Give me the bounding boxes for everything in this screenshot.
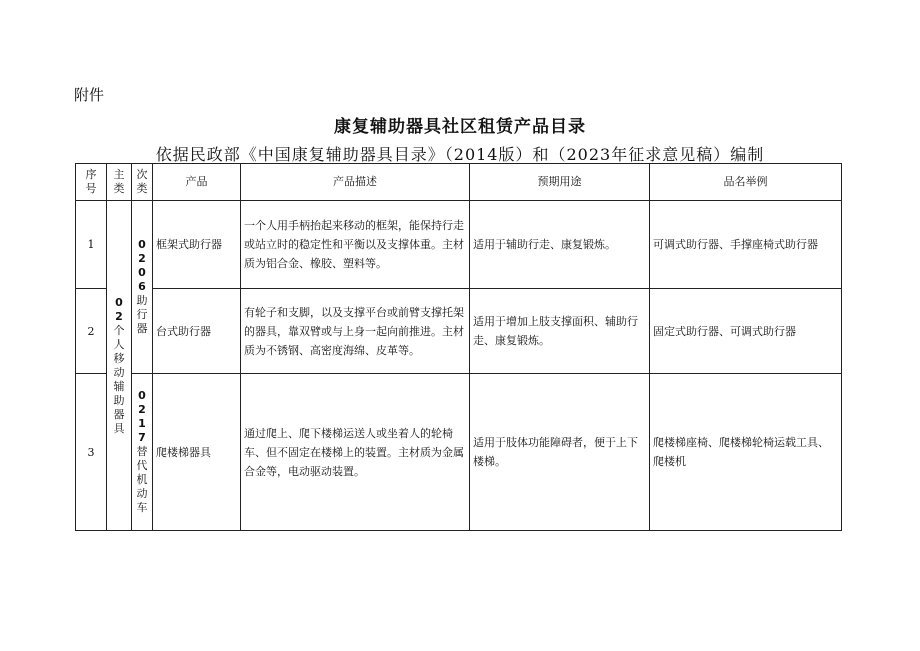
row-seq: 3 xyxy=(76,374,107,531)
header-product: 产品 xyxy=(153,164,241,201)
row-product: 框架式助行器 xyxy=(153,201,241,289)
row-description: 通过爬上、爬下楼梯运送人或坐着人的轮椅车、但不固定在楼梯上的装置。主材质为金属合金等，电动驱动装置。 xyxy=(241,374,470,531)
header-examples: 品名举例 xyxy=(650,164,842,201)
main-category-code: 02 xyxy=(115,295,123,323)
sub-category-code: 0217 xyxy=(138,389,146,444)
row-examples: 可调式助行器、手撑座椅式助行器 xyxy=(650,201,842,289)
row-usage: 适用于增加上肢支撑面积、辅助行走、康复锻炼。 xyxy=(470,289,650,374)
table-row xyxy=(76,374,842,531)
main-category-cell xyxy=(107,201,132,531)
row-description: 有轮子和支脚，以及支撑平台或前臂支撑托架的器具，靠双臂或与上身一起向前推进。主材质为不锈钢、高密度海绵、皮革等。 xyxy=(241,289,470,374)
table-header-row xyxy=(76,164,842,201)
row-usage: 适用于辅助行走、康复锻炼。 xyxy=(470,201,650,289)
header-sub-category: 次类 xyxy=(132,164,153,201)
row-usage: 适用于肢体功能障碍者，便于上下楼梯。 xyxy=(470,374,650,531)
row-description: 一个人用手柄抬起来移动的框架，能保持行走或站立时的稳定性和平衡以及支撑体重。主材质为铝合金、橡胶、塑料等。 xyxy=(241,201,470,289)
header-description: 产品描述 xyxy=(241,164,470,201)
main-category-name: 个人移动辅助器具 xyxy=(113,323,125,435)
row-product: 台式助行器 xyxy=(153,289,241,374)
sub-category-cell xyxy=(132,201,153,374)
sub-category-name: 替代机动车 xyxy=(136,445,148,514)
row-product: 爬楼梯器具 xyxy=(153,374,241,531)
row-seq: 2 xyxy=(76,289,107,374)
sub-category-name: 助行器 xyxy=(136,294,148,335)
header-usage: 预期用途 xyxy=(470,164,650,201)
attachment-label: 附件 xyxy=(74,86,105,104)
page-subtitle: 依据民政部《中国康复辅助器具目录》（2014版）和（2023年征求意见稿）编制 xyxy=(155,145,765,164)
header-seq: 序号 xyxy=(76,164,107,201)
table-row xyxy=(76,201,842,289)
row-seq: 1 xyxy=(76,201,107,289)
header-main-category: 主类 xyxy=(107,164,132,201)
table-row xyxy=(76,289,842,374)
sub-category-cell xyxy=(132,374,153,531)
row-examples: 爬楼梯座椅、爬楼梯轮椅运载工具、爬楼机 xyxy=(650,374,842,531)
row-examples: 固定式助行器、可调式助行器 xyxy=(650,289,842,374)
product-table xyxy=(75,163,842,531)
page-title: 康复辅助器具社区租赁产品目录 xyxy=(334,117,586,137)
sub-category-code: 0206 xyxy=(138,238,146,293)
